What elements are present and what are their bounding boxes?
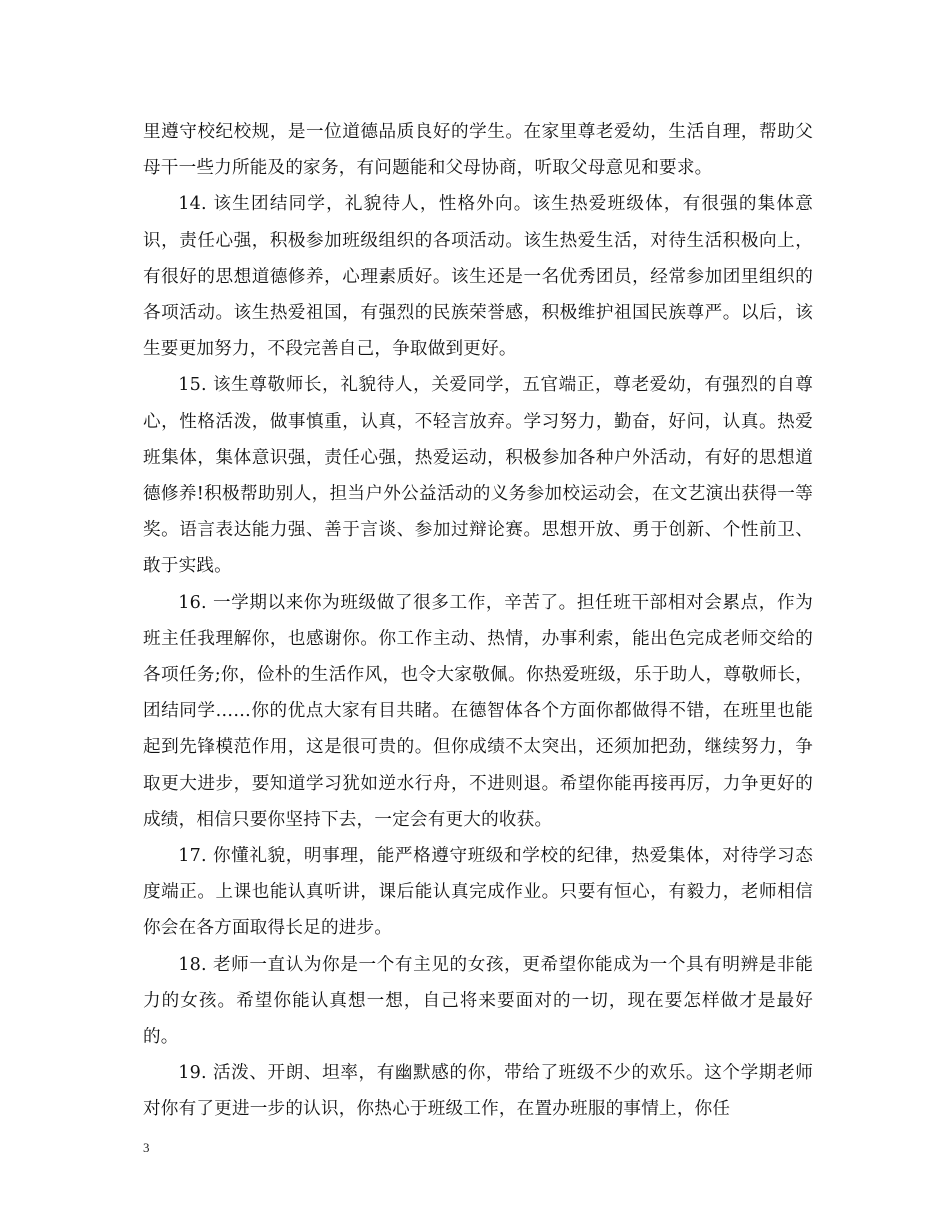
paragraph-18: 18. 老师一直认为你是一个有主见的女孩，更希望你能成为一个具有明辨是非能力的女孩。希望你能认真想一想，自己将来要面对的一切，现在要怎样做才是最好的。 bbox=[143, 954, 813, 1048]
paragraph-17: 17. 你懂礼貌，明事理，能严格遵守班级和学校的纪律，热爱集体，对待学习态度端正。上课也能认真听讲，课后能认真完成作业。只要有恒心，有毅力，老师相信你会在各方面取得长足的进步。 bbox=[143, 846, 813, 939]
paragraph-15: 15. 该生尊敬师长，礼貌待人，关爱同学，五官端正，尊老爱幼，有强烈的自尊心，性格活泼，做事慎重，认真，不轻言放弃。学习努力，勤奋，好问，认真。热爱班集体，集体意识强，责任心强，热爱运动，积极参加各种户外活动，有好的思想道德修养!积极帮助别人，担当户外公益活动的义务参加校运动会，在文艺演出获得一等奖。语言表达能力强、善于言谈、参加过辩论赛。思想开放、勇于创新、个性前卫、敢于实践。 bbox=[143, 375, 813, 577]
paragraph-19: 19. 活泼、开朗、坦率，有幽默感的你，带给了班级不少的欢乐。这个学期老师对你有了更进一步的认识，你热心于班级工作，在置办班服的事情上，你任 bbox=[143, 1063, 813, 1120]
paragraph-16: 16. 一学期以来你为班级做了很多工作，辛苦了。担任班干部相对会累点，作为班主任我理解你，也感谢你。你工作主动、热情，办事利索，能出色完成老师交给的各项任务;你，俭朴的生活作风，也令大家敬佩。你热爱班级，乐于助人，尊敬师长，团结同学……你的优点大家有目共睹。在德智体各个方面你都做得不错，在班里也能起到先锋模范作用，这是很可贵的。但你成绩不太突出，还须加把劲，继续努力，争取更大进步，要知道学习犹如逆水行舟，不进则退。希望你能再接再厉，力争更好的成绩，相信只要你坚持下去，一定会有更大的收获。 bbox=[143, 592, 813, 830]
paragraph-continuation: 里遵守校纪校规，是一位道德品质良好的学生。在家里尊老爱幼，生活自理，帮助父母干一些力所能及的家务，有问题能和父母协商，听取父母意见和要求。 bbox=[143, 122, 813, 179]
paragraph-14: 14. 该生团结同学，礼貌待人，性格外向。该生热爱班级体，有很强的集体意识，责任心强，积极参加班级组织的各项活动。该生热爱生活，对待生活积极向上，有很好的思想道德修养，心理素质好。该生还是一名优秀团员，经常参加团里组织的各项活动。该生热爱祖国，有强烈的民族荣誉感，积极维护祖国民族尊严。以后，该生要更加努力，不段完善自己，争取做到更好。 bbox=[143, 194, 813, 360]
document-body bbox=[143, 114, 813, 1128]
page-number: 3 bbox=[143, 1140, 150, 1155]
